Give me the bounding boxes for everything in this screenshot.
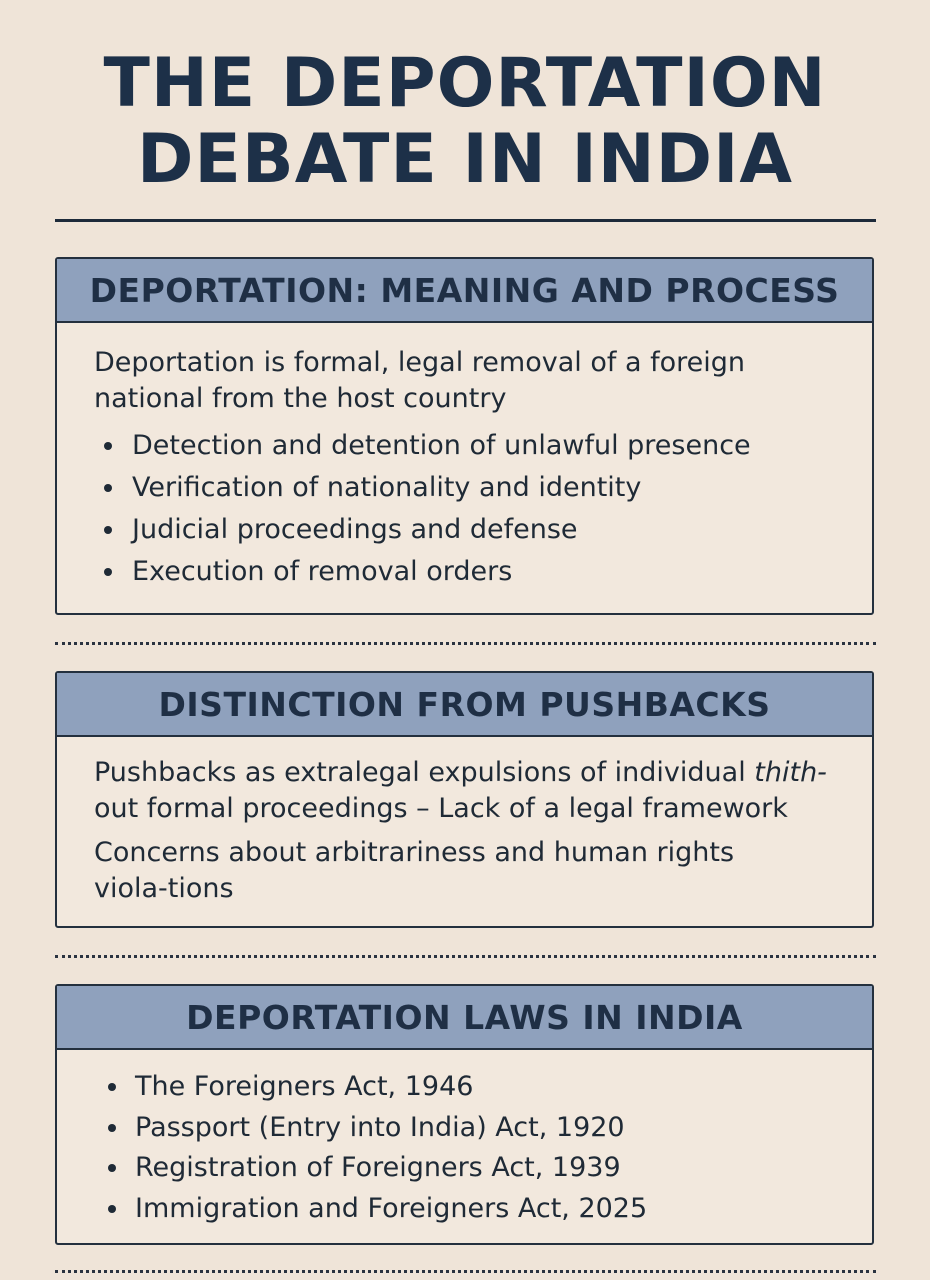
list-item-text: Immigration and Foreigners Act, 2025 [135,1192,648,1224]
section-card-pushbacks [55,671,874,928]
list-item-text: The Foreigners Act, 1946 [135,1071,474,1102]
section-card-laws [55,984,874,1245]
dotted-divider [55,955,876,958]
bullet-dot-icon [104,568,112,576]
list-item [94,551,836,593]
bullet-dot-icon [104,442,112,450]
list-item [94,425,836,467]
page-title [0,46,930,198]
list-item [94,509,836,551]
section-heading: DEPORTATION: MEANING AND PROCESS [57,259,872,323]
section-paragraph: Concerns about arbitrariness and human rights viola-tions [94,837,735,904]
list-item [94,467,836,509]
list-item-text: Execution of removal orders [132,556,513,587]
title-line-1: THE DEPORTATION [103,44,827,123]
paragraph-text: out formal proceedings – Lack of a legal framework [94,793,788,824]
list-item-text: Registration of Foreigners Act, 1939 [135,1152,621,1183]
bullet-dot-icon [104,526,112,534]
section-heading: DISTINCTION FROM PUSHBACKS [57,673,872,737]
list-item-text: Judicial proceedings and defense [132,514,578,545]
list-item-text: Detection and detention of unlawful presence [132,430,751,461]
list-item [101,1148,836,1189]
title-divider [55,219,876,222]
section-paragraph [94,755,836,827]
section-body [57,1050,872,1229]
dotted-divider [55,642,876,645]
bullet-dot-icon [108,1164,116,1172]
list-item [101,1067,836,1108]
paragraph-italic-text: thith- [754,757,827,788]
list-item [101,1189,836,1230]
title-line-2: DEBATE IN INDIA [136,120,794,199]
bullet-dot-icon [108,1124,116,1132]
bullet-list [101,1067,836,1229]
bullet-dot-icon [104,484,112,492]
section-heading: DEPORTATION LAWS IN INDIA [57,986,872,1050]
bullet-dot-icon [108,1083,116,1091]
section-paragraph: Deportation is formal, legal removal of a foreign national from the host country [94,347,745,414]
section-body [57,737,872,907]
list-item-text: Passport (Entry into India) Act, 1920 [135,1111,625,1143]
paragraph-text: Pushbacks as extralegal expulsions of individual [94,757,755,788]
bullet-list [94,425,836,593]
bullet-dot-icon [108,1205,116,1213]
section-body [57,323,872,593]
list-item [101,1108,836,1149]
section-card-meaning [55,257,874,615]
list-item-text: Verification of nationality and identity [132,472,642,503]
dotted-divider [55,1270,876,1273]
